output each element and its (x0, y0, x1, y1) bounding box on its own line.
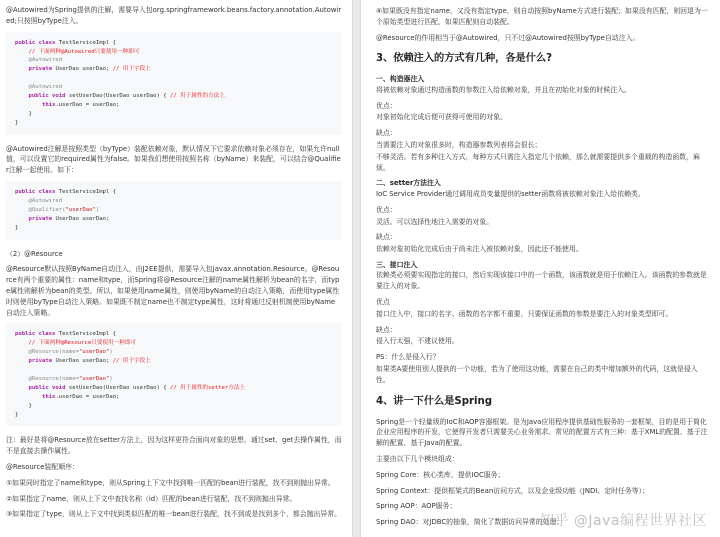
code-line: @Autowired (15, 57, 63, 64)
code-line: @Autowired (15, 197, 63, 204)
code-line: private UserDao userDao; // 用于字段上 (28, 358, 151, 365)
setter-con: 依赖对象初始化完成后由于尚未注入被依赖对象，因此还不能使用。 (376, 245, 583, 254)
section-heading-di-methods: 3、依赖注入的方式有几种，各是什么? (376, 53, 552, 65)
section-heading-spring: 4、讲一下什么是Spring (376, 395, 493, 407)
code-block-qualifier (6, 181, 342, 240)
code-line: // 下面两种@Autowired只要使用一种即可 (15, 48, 140, 55)
resource-note: 注：最好是将@Resource放在setter方法上，因为这样更符合面向对象的思想，通过set、get去操作属性，而不是直接去操作属性。 (6, 436, 342, 456)
code-line: public class TestServiceImpl { (15, 39, 117, 46)
resource-order-item-2: ②如果指定了name，则从上下文中查找名称（id）匹配的bean进行装配，找不到则抛出异常。 (6, 494, 297, 503)
setter-pro-label: 优点： (376, 205, 397, 214)
code-line: } (15, 402, 32, 409)
resource-order-item-3: ③如果指定了type，则从上下文中找到类似匹配的唯一bean进行装配，找不到或是找到多个，都会抛出异常。 (6, 510, 342, 519)
code-line: @Autowired (15, 84, 63, 91)
code-line: @Resource(name="userDao") (15, 349, 113, 356)
setter-pro: 灵活。可以选择性地注入需要的对象。 (376, 217, 494, 226)
resource-order-item-1: ①如果同时指定了name和type，则从Spring上下文中找到唯一匹配的bean进行装配，找不到则抛出异常。 (6, 478, 335, 487)
constructor-con-1: 当需要注入的对象很多时，构造器参数列表将会很长； (376, 141, 542, 150)
code-line: } (15, 411, 19, 418)
constructor-pro: 对象初始化完成后便可获得可使用的对象。 (376, 113, 507, 122)
code-line: public class TestServiceImpl { (15, 189, 117, 196)
code-line: public void setUserDao(UserDao userDao) { // 用于属性的方法上 (28, 93, 225, 100)
code-line: } (15, 224, 19, 231)
interface-injection-title: 三、接口注入 (376, 260, 418, 269)
interface-injection-desc: 依赖类必须要实现指定的接口，然后实现该接口中的一个函数，该函数就是用于依赖注入。该函数的参数就是要注入的对象。 (376, 271, 707, 291)
spring-module-aop: Spring AOP：AOP服务； (376, 502, 457, 511)
left-page (0, 0, 352, 537)
spring-module-core: Spring Core：核心类库，提供IOC服务； (376, 470, 505, 479)
code-line (15, 74, 334, 83)
spring-modules-intro: 主要由以下几个模块组成： (376, 455, 459, 464)
constructor-injection-title: 一、构造器注入 (376, 75, 425, 84)
setter-injection-title: 二、setter方法注入 (376, 179, 441, 188)
code-line (15, 366, 334, 375)
code-line: this.userDao = userDao; (41, 393, 120, 400)
code-block-resource (6, 323, 342, 426)
setter-con-label: 缺点： (376, 233, 397, 242)
code-line: this.userDao = userDao; (41, 101, 120, 108)
code-line: public class TestServiceImpl { (15, 331, 117, 338)
spring-module-context: Spring Context：提供框架式的Bean访问方式，以及企业级功能（JNDI、定时任务等）； (376, 486, 649, 495)
code-line: } (15, 110, 32, 117)
interface-pro: 接口注入中，接口的名字、函数的名字都不重要，只要保证函数的参数是要注入的对象类型即可。 (376, 309, 673, 318)
spring-module-dao: Spring DAO：对JDBC的抽象，简化了数据访问异常的处理； (376, 518, 564, 527)
code-line: } (15, 119, 19, 126)
constructor-con-label: 缺点： (376, 129, 397, 138)
right-page (361, 0, 720, 537)
interface-con-label: 缺点： (376, 325, 397, 334)
zhihu-watermark: 知乎 @Java编程世界社区 (539, 513, 707, 529)
interface-con: 侵入行太强，不建议使用。 (376, 337, 459, 346)
interface-pro-label: 优点 (376, 298, 390, 307)
constructor-injection-desc: 将被依赖对象通过构造函数的参数注入给依赖对象，并且在初始化对象的时候注入。 (376, 85, 631, 94)
code-line: @Qualifier("userDao") (15, 206, 100, 213)
code-line: private UserDao userDao; // 用于字段上 (28, 66, 151, 73)
code-line: private UserDao userDao; (28, 215, 110, 222)
resource-order-item-4: ④如果既没有指定name，又没有指定type，则自动按照byName方式进行装配；如果没有匹配，则回退为一个原始类型进行匹配，如果匹配则自动装配。 (376, 7, 708, 26)
autowired-qualifier-paragraph: @Autowired注解是按照类型（byType）装配依赖对象，默认情况下它要求依赖对象必须存在，如果允许null值，可以设置它的required属性为false。如果我们想使用按照名称（byName）来装配，可以结合@Qualifier注解一起使用。如下： (6, 144, 341, 175)
resource-order-heading: @Resource装配顺序： (6, 463, 79, 472)
code-block-autowired (6, 32, 342, 135)
code-line: public void setUserDao(UserDao userDao) { // 用于属性的setter方法上 (28, 384, 246, 391)
ps-question: PS：什么是侵入行？ (376, 353, 440, 362)
resource-heading: （2）@Resource (6, 249, 63, 258)
constructor-con-2: 不够灵活。若有多种注入方式，每种方式只需注入指定几个依赖，那么就需要提供多个重载的构造函数，麻烦。 (376, 152, 700, 172)
ps-answer: 如果类A要使用别人提供的一个功能，若为了使用这功能，需要在自己的类中增加额外的代码，这就是侵入性。 (376, 365, 698, 384)
resource-paragraph: @Resource默认按照ByName自动注入，由J2EE提供，需要导入包javax.annotation.Resource。@Resource有两个重要的属性：name和type，而Spring将@Resource注解的name属性解析为bean的名字，而type属性则解析为bean的类型。所以，如果使用name属性，则使用byName的自动注入策略，而使用type属性时则使用byType自动注入策略。如果既不制定name也不制定type属性，这时将通过反射机制使用byName自动注入策略。 (6, 265, 340, 317)
resource-summary: @Resource的作用相当于@Autowired，只不过@Autowired按照byType自动注入。 (376, 33, 640, 42)
code-line: // 下面两种@Resource只要使用一种即可 (15, 340, 137, 347)
autowired-intro: @Autowired为Spring提供的注解，需要导入包org.springframework.beans.factory.annotation.Autowired;只按照byType注入。 (6, 6, 342, 25)
constructor-pro-label: 优点： (376, 101, 397, 110)
code-line: @Resource(name="userDao") (15, 375, 113, 382)
spring-description: Spring是一个轻量级的IoC和AOP容器框架。是为Java应用程序提供基础性服务的一套框架，目的是用于简化企业应用程序的开发，它使得开发者只需要关心业务需求。常见的配置方式有三种：基于XML的配置、基于注解的配置、基于Java的配置。 (376, 417, 708, 448)
setter-injection-desc: IoC Service Provider通过调用成员变量提供的setter函数将被依赖对象注入给依赖类。 (376, 189, 645, 198)
